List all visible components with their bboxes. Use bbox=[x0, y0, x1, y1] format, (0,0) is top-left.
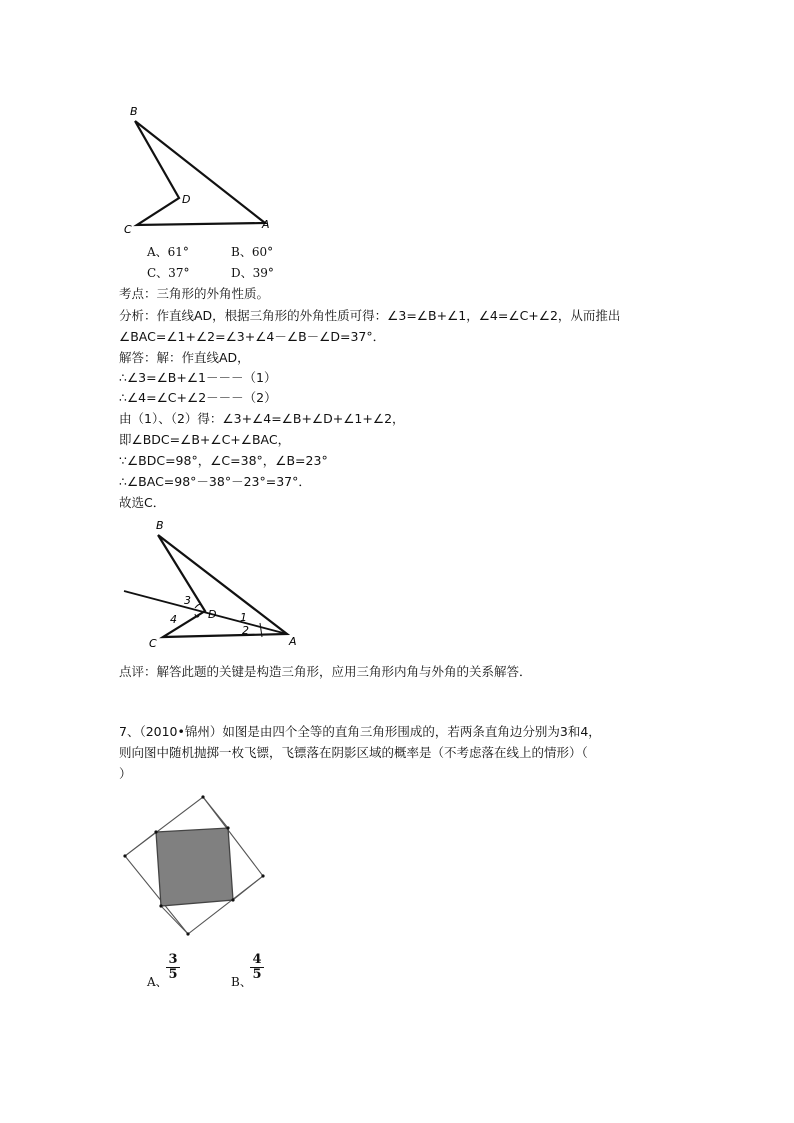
option-b: B、60° bbox=[231, 245, 274, 259]
triangle-edge-4 bbox=[125, 832, 156, 856]
triangle-edge-2 bbox=[233, 876, 263, 900]
triangle-edge-3 bbox=[161, 906, 188, 934]
label-d: D bbox=[182, 193, 191, 206]
answer: 故选C． bbox=[119, 495, 166, 510]
q7-option-b-prefix: B、 bbox=[231, 975, 252, 989]
label-d-2: D bbox=[208, 608, 217, 621]
question-7-line-1: 7、（2010•锦州）如图是由四个全等的直角三角形围成的，若两条直角边分别为3和4， bbox=[119, 724, 601, 739]
label-c: C bbox=[124, 223, 132, 236]
shape-abdca-2 bbox=[158, 535, 287, 637]
line-ad-extended bbox=[124, 591, 287, 634]
dianping: 点评：解答此题的关键是构造三角形，应用三角形内角与外角的关系解答． bbox=[119, 664, 532, 679]
label-a-2: A bbox=[289, 635, 297, 648]
fraction-denominator: 5 bbox=[250, 967, 264, 982]
fraction-numerator: 3 bbox=[168, 952, 178, 967]
figure-pinwheel-square bbox=[118, 792, 273, 942]
question-7-line-2: 则向图中随机抛掷一枚飞镖，飞镖落在阴影区域的概率是（不考虑落在线上的情形）（ bbox=[119, 745, 588, 760]
fenxi-line-2: ∠BAC=∠1+∠2=∠3+∠4－∠B－∠D=37°． bbox=[119, 329, 386, 344]
question-7-line-3: ） bbox=[119, 766, 132, 781]
label-angle-1: 1 bbox=[240, 611, 247, 624]
label-b-2: B bbox=[156, 519, 164, 532]
option-a: A、61° bbox=[147, 245, 189, 259]
shaded-inner-square bbox=[156, 828, 233, 906]
triangle-edge-1 bbox=[203, 797, 228, 828]
step-2: ∴∠4=∠C+∠2－－－（2） bbox=[119, 390, 277, 405]
label-c-2: C bbox=[149, 637, 157, 650]
label-b: B bbox=[130, 105, 138, 118]
step-1: ∴∠3=∠B+∠1－－－（1） bbox=[119, 370, 277, 385]
option-c: C、37° bbox=[147, 266, 190, 280]
shape-abdca bbox=[135, 121, 265, 225]
label-angle-4: 4 bbox=[170, 613, 177, 626]
label-angle-2: 2 bbox=[242, 624, 249, 637]
kaodian: 考点：三角形的外角性质。 bbox=[119, 286, 270, 301]
q7-option-b-fraction bbox=[250, 953, 264, 982]
jieda: 解答：解：作直线AD， bbox=[119, 350, 250, 365]
q7-option-a-prefix: A、 bbox=[147, 975, 168, 989]
step-4: 即∠BDC=∠B+∠C+∠BAC， bbox=[119, 432, 291, 447]
step-5: ∵∠BDC=98°，∠C=38°，∠B=23° bbox=[119, 453, 328, 468]
q7-option-a-fraction bbox=[166, 953, 180, 982]
label-angle-3: 3 bbox=[184, 594, 191, 607]
step-3: 由（1）、（2）得：∠3+∠4=∠B+∠D+∠1+∠2， bbox=[119, 411, 405, 426]
fraction-denominator: 5 bbox=[166, 967, 180, 982]
fenxi-line-1: 分析：作直线AD，根据三角形的外角性质可得：∠3=∠B+∠1，∠4=∠C+∠2，从而推出 bbox=[119, 308, 621, 323]
angle-mark-3 bbox=[195, 604, 201, 608]
step-6: ∴∠BAC=98°－38°－23°=37°． bbox=[119, 474, 311, 489]
fraction-numerator: 4 bbox=[252, 952, 262, 967]
figure-quadrilateral-abcd bbox=[115, 100, 305, 240]
option-d: D、39° bbox=[231, 266, 274, 280]
label-a: A bbox=[262, 218, 270, 231]
figure-auxiliary-line bbox=[115, 515, 315, 655]
